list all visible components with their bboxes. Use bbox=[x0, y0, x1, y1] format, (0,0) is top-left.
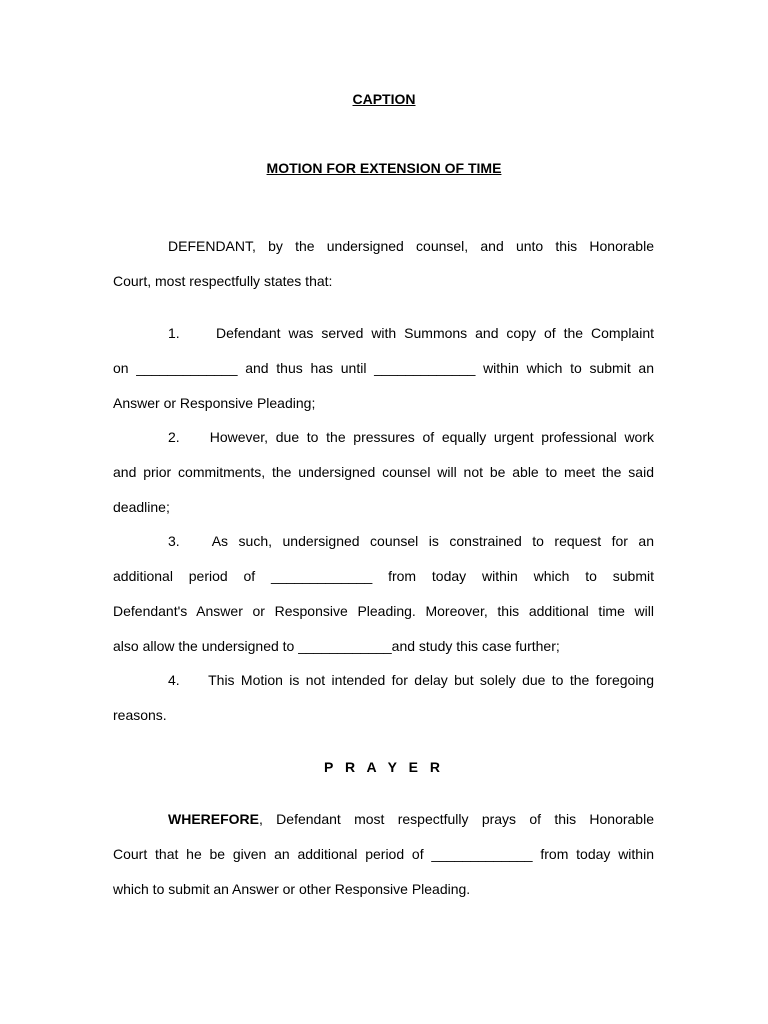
intro-line: Court, most respectfully states that: bbox=[113, 273, 333, 289]
paragraph-text: As such, undersigned counsel is constrained to request for an bbox=[211, 533, 654, 549]
paragraph-line: on _____________ and thus has until _____________ within which to submit an bbox=[113, 360, 654, 376]
paragraph-number: 4. bbox=[168, 672, 180, 688]
numbered-paragraph-1 bbox=[113, 316, 654, 421]
numbered-paragraph-3 bbox=[113, 524, 654, 664]
paragraph-line: reasons. bbox=[113, 707, 167, 723]
paragraph-line bbox=[113, 420, 654, 455]
paragraph-line: which to submit an Answer or other Responsive Pleading. bbox=[113, 881, 471, 897]
paragraph-line bbox=[113, 663, 654, 698]
paragraph-number: 1. bbox=[168, 325, 180, 341]
numbered-paragraph-4 bbox=[113, 663, 654, 733]
numbered-paragraph-2 bbox=[113, 420, 654, 525]
paragraph-line: Court that he be given an additional period of _____________ from today within bbox=[113, 846, 654, 862]
paragraph-line bbox=[113, 524, 654, 559]
paragraph-line: deadline; bbox=[113, 499, 170, 515]
intro-line: DEFENDANT, by the undersigned counsel, and unto this Honorable bbox=[168, 238, 654, 254]
paragraph-line: additional period of _____________ from today within which to submit bbox=[113, 568, 654, 584]
caption-heading: CAPTION bbox=[352, 91, 416, 107]
paragraph-text: Defendant was served with Summons and copy of the Complaint bbox=[215, 325, 655, 341]
paragraph-line: also allow the undersigned to ____________and study this case further; bbox=[113, 638, 560, 654]
paragraph-line: and prior commitments, the undersigned counsel will not be able to meet the said bbox=[113, 464, 654, 480]
prayer-paragraph bbox=[113, 802, 654, 907]
paragraph-line: Defendant's Answer or Responsive Pleading. Moreover, this additional time will bbox=[113, 603, 654, 619]
paragraph-text: , Defendant most respectfully prays of this Honorable bbox=[259, 811, 654, 827]
paragraph-number: 2. bbox=[168, 429, 180, 445]
paragraph-text: However, due to the pressures of equally urgent professional work bbox=[209, 429, 655, 445]
motion-title: MOTION FOR EXTENSION OF TIME bbox=[266, 160, 502, 176]
prayer-heading: P R A Y E R bbox=[324, 759, 444, 775]
paragraph-number: 3. bbox=[168, 533, 180, 549]
intro-paragraph bbox=[113, 229, 654, 299]
wherefore-lead: WHEREFORE bbox=[168, 811, 259, 827]
paragraph-line bbox=[113, 802, 654, 837]
paragraph-line bbox=[113, 316, 654, 351]
paragraph-text: This Motion is not intended for delay but solely due to the foregoing bbox=[208, 672, 655, 688]
paragraph-line: Answer or Responsive Pleading; bbox=[113, 395, 316, 411]
